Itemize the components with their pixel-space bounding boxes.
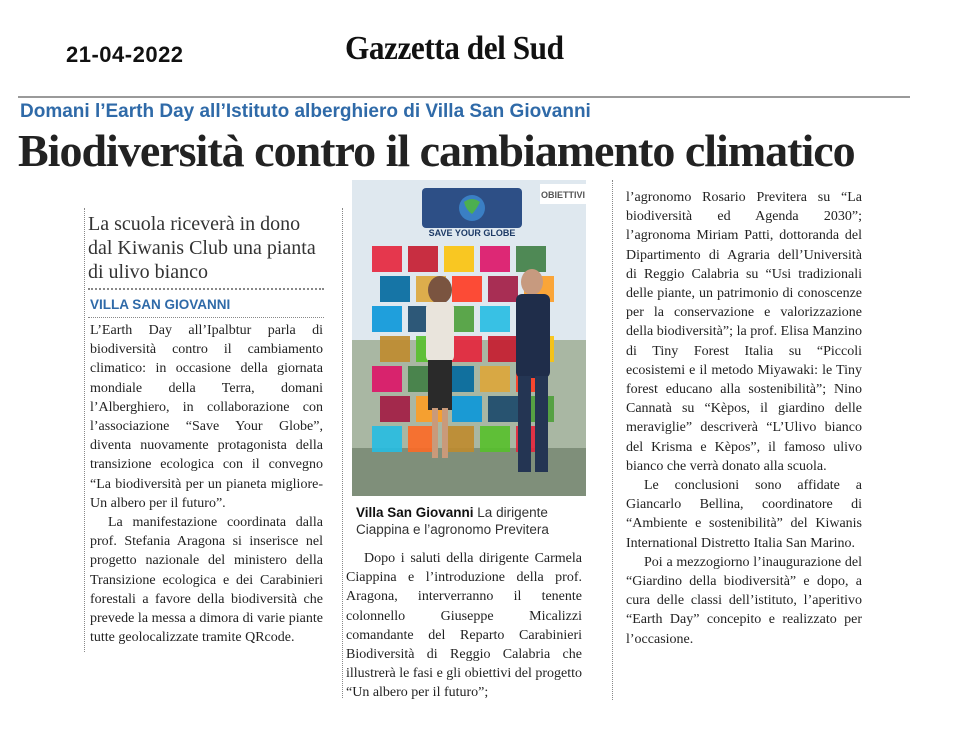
- article-headline: Biodiversità contro il cambiamento climatico: [18, 125, 855, 176]
- sdg-cube: [372, 246, 402, 272]
- sdg-cube: [380, 276, 410, 302]
- sdg-cube: [488, 336, 518, 362]
- newspaper-masthead: Gazzetta del Sud: [345, 30, 564, 67]
- column-divider: [342, 208, 343, 698]
- sdg-cube: [444, 426, 474, 452]
- sdg-cube: [444, 246, 474, 272]
- sdg-cube: [488, 276, 518, 302]
- sdg-cube: [480, 306, 510, 332]
- paragraph: La manifestazione coordinata dalla prof. Stefania Aragona si inserisce nel progetto nazionale del ministero della Transizione ecologica e dei Carabinieri forestali a favore della biodiversità che prevede la messa a dimora di varie piante tutte geolocalizzate tramite QRcode.: [90, 515, 323, 646]
- sdg-cube: [480, 426, 510, 452]
- paragraph: Dopo i saluti della dirigente Carmela Ciappina e l’introduzione della prof. Aragona, interverranno il tenente colonnello Giuseppe Micalizzi comandante del Reparto Carabinieri Biodiversità di Reggio Calabria che illustrerà le fasi e gli obiettivi del progetto “Un albero per il futuro”;: [346, 551, 582, 701]
- publication-date: 21-04-2022: [66, 42, 184, 67]
- column-divider: [612, 180, 613, 700]
- photo-sign-obiettivi: OBIETTIVI: [540, 190, 586, 200]
- dateline-place: VILLA SAN GIOVANNI: [90, 297, 231, 312]
- column-divider: [84, 208, 85, 652]
- photo-illustration: [352, 180, 586, 496]
- top-rule: [18, 96, 910, 98]
- paragraph: l’agronomo Rosario Previtera su “La biodiversità ed Agenda 2030”; l’agronoma Miriam Patti, dottoranda del Dipartimento di Agraria dell’Università di Reggio Calabria su “Usi tradizionali delle piante, un patrimonio di conoscenze per la conservazione e valorizzazione della biodiversità”; la prof. Elisa Manzino di Tiny Forest Italia su “Piccoli ecosistemi e il metodo Miyawaki: le Tiny forest educano alla sostenibilità”; Nino Cannatà su “Kèpos, il giardino delle meraviglie” descriverà “L’Ulivo bianco del Krisma e Kèpos”, il famoso ulivo bianco che verrà donato alla scuola.: [626, 190, 862, 474]
- paragraph: Poi a mezzogiorno l’inaugurazione del “Giardino della biodiversità” e dopo, a cura delle classi dell’istituto, l’aperitivo “Earth Day” concepito e realizzato per l’occasione.: [626, 554, 862, 647]
- paragraph: Le conclusioni sono affidate a Giancarlo Bellina, coordinatore di “Ambiente e sostenibilità” del Kiwanis International Distretto Italia San Marino.: [626, 478, 862, 551]
- article-subheadline: La scuola riceverà in dono dal Kiwanis Club una pianta di ulivo bianco: [88, 213, 316, 283]
- sdg-cube: [452, 336, 482, 362]
- sdg-cube: [488, 396, 518, 422]
- sdg-cube: [372, 366, 402, 392]
- article-kicker: Domani l’Earth Day all’Istituto alberghiero di Villa San Giovanni: [20, 101, 591, 122]
- dotted-rule: [88, 288, 324, 290]
- sdg-cube: [372, 426, 402, 452]
- article-column-1: [90, 321, 323, 647]
- photo-sign-save: SAVE YOUR GLOBE: [428, 228, 516, 238]
- article-column-2: [346, 549, 582, 703]
- sdg-cube: [452, 396, 482, 422]
- sdg-cube: [380, 396, 410, 422]
- sdg-cube: [380, 336, 410, 362]
- caption-place: Villa San Giovanni: [356, 505, 474, 520]
- sdg-cube: [452, 276, 482, 302]
- sdg-cube: [372, 306, 402, 332]
- article-photo: [352, 180, 586, 496]
- photo-caption: [356, 504, 586, 538]
- paragraph: L’Earth Day all’Ipalbtur parla di biodiversità contro il cambiamento climatico: in occasione della giornata mondiale della Terra, domani l’Alberghiero, in collaborazione con l’associazione “Save Your Globe”, diventa nuovamente protagonista della transizione ecologica con il convegno “La biodiversità per un pianeta migliore-Un albero per il futuro”.: [90, 323, 323, 511]
- caption-text: La dirigente Ciappina e l’agronomo Previtera: [356, 505, 549, 537]
- sdg-cube: [408, 246, 438, 272]
- article-column-3: [626, 188, 862, 649]
- sdg-cube: [480, 246, 510, 272]
- sdg-cube: [516, 246, 546, 272]
- sdg-cube: [480, 366, 510, 392]
- dotted-rule: [88, 317, 324, 318]
